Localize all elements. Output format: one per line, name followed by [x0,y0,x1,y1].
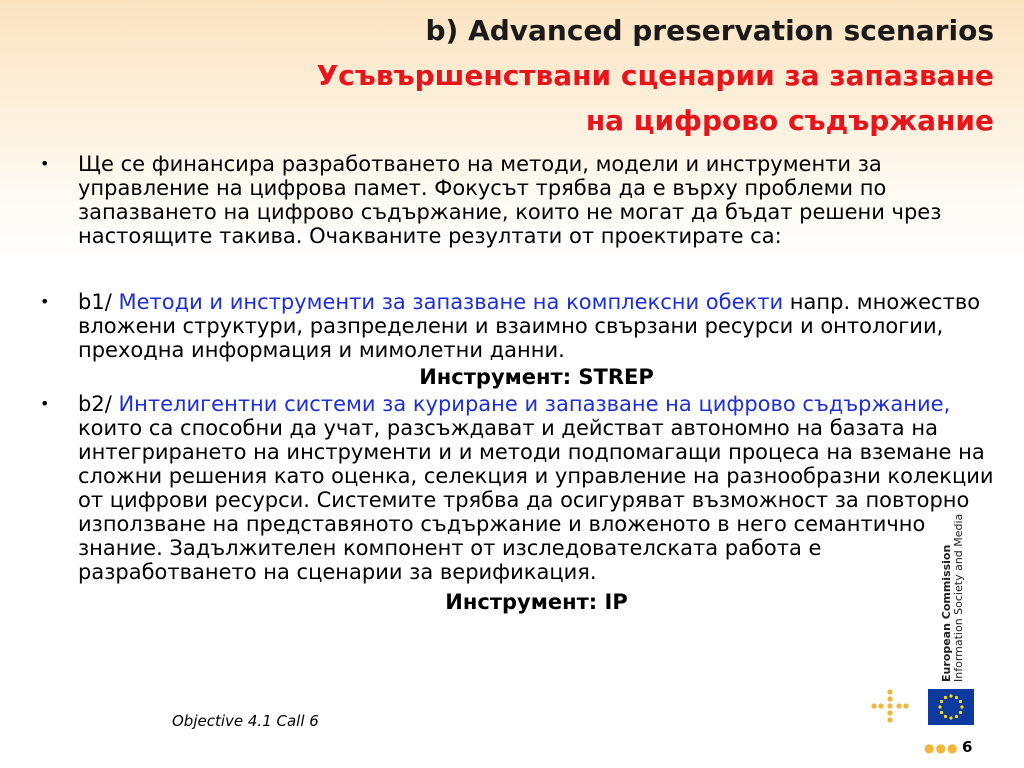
title-english: b) Advanced preservation scenarios [425,14,994,47]
bullet-dot-icon: • [40,292,50,311]
intro-text: Ще се финансира разработването на методи, модели и инструменти за управление на цифрова памет. Фокусът трябва да е върху проблеми по запазването на цифрово съдържание, които не могат да бъдат решени чрез настоящите такива. Очакваните резултати от проектирате са: [78,152,942,248]
title-bulgarian-line1: Усъвършенствани сценарии за запазване [316,59,994,92]
dots-cross-icon [870,688,910,724]
bullet-dot-icon: • [40,154,50,173]
b2-prefix: b2/ [78,392,112,416]
page-number: 6 [962,738,973,756]
footer-label: Objective 4.1 Call 6 [172,712,319,730]
bullet-dot-icon: • [40,394,50,413]
b1-highlight: Методи и инструменти за запазване на комплексни обекти [118,290,784,314]
b1-text: напр. множество вложени структури, разпределени и взаимно свързани ресурси и онтологии, преходна информация и мимолетни данни. [78,290,981,362]
logo-line1: European Commission [940,544,953,682]
slide-body [40,152,995,617]
b1-prefix: b1/ [78,290,112,314]
bullet-b2 [40,392,995,584]
eu-flag-icon [928,689,974,725]
slide-title [94,8,994,143]
logo-line2: Information Society and Media [952,513,965,682]
title-bulgarian-line2: на цифрово съдържание [585,104,994,137]
b2-text: които са способни да учат, разсъждават и действат автономно на базата на интегрирането на инструменти и и методи подпомагащи процеса на вземане на сложни решения като оценка, селекция и управление на разнообразни колекции от цифрови ресурси. Системите трябва да осигуряват възможност за повторно използване на представяното съдържание и вложеното в него семантично знание. Задължителен компонент от изследователската работа е разработването на сценарии за верификация. [78,416,994,584]
b2-highlight: Интелигентни системи за куриране и запазване на цифрово съдържание, [118,392,951,416]
b1-instrument: Инструмент: STREP [419,365,654,389]
bullet-b1 [40,290,995,362]
european-commission-logo-text [940,513,965,682]
b2-instrument: Инструмент: IP [445,590,628,614]
page-dots-icon: ●●● [924,741,959,755]
bullet-intro [40,152,995,248]
